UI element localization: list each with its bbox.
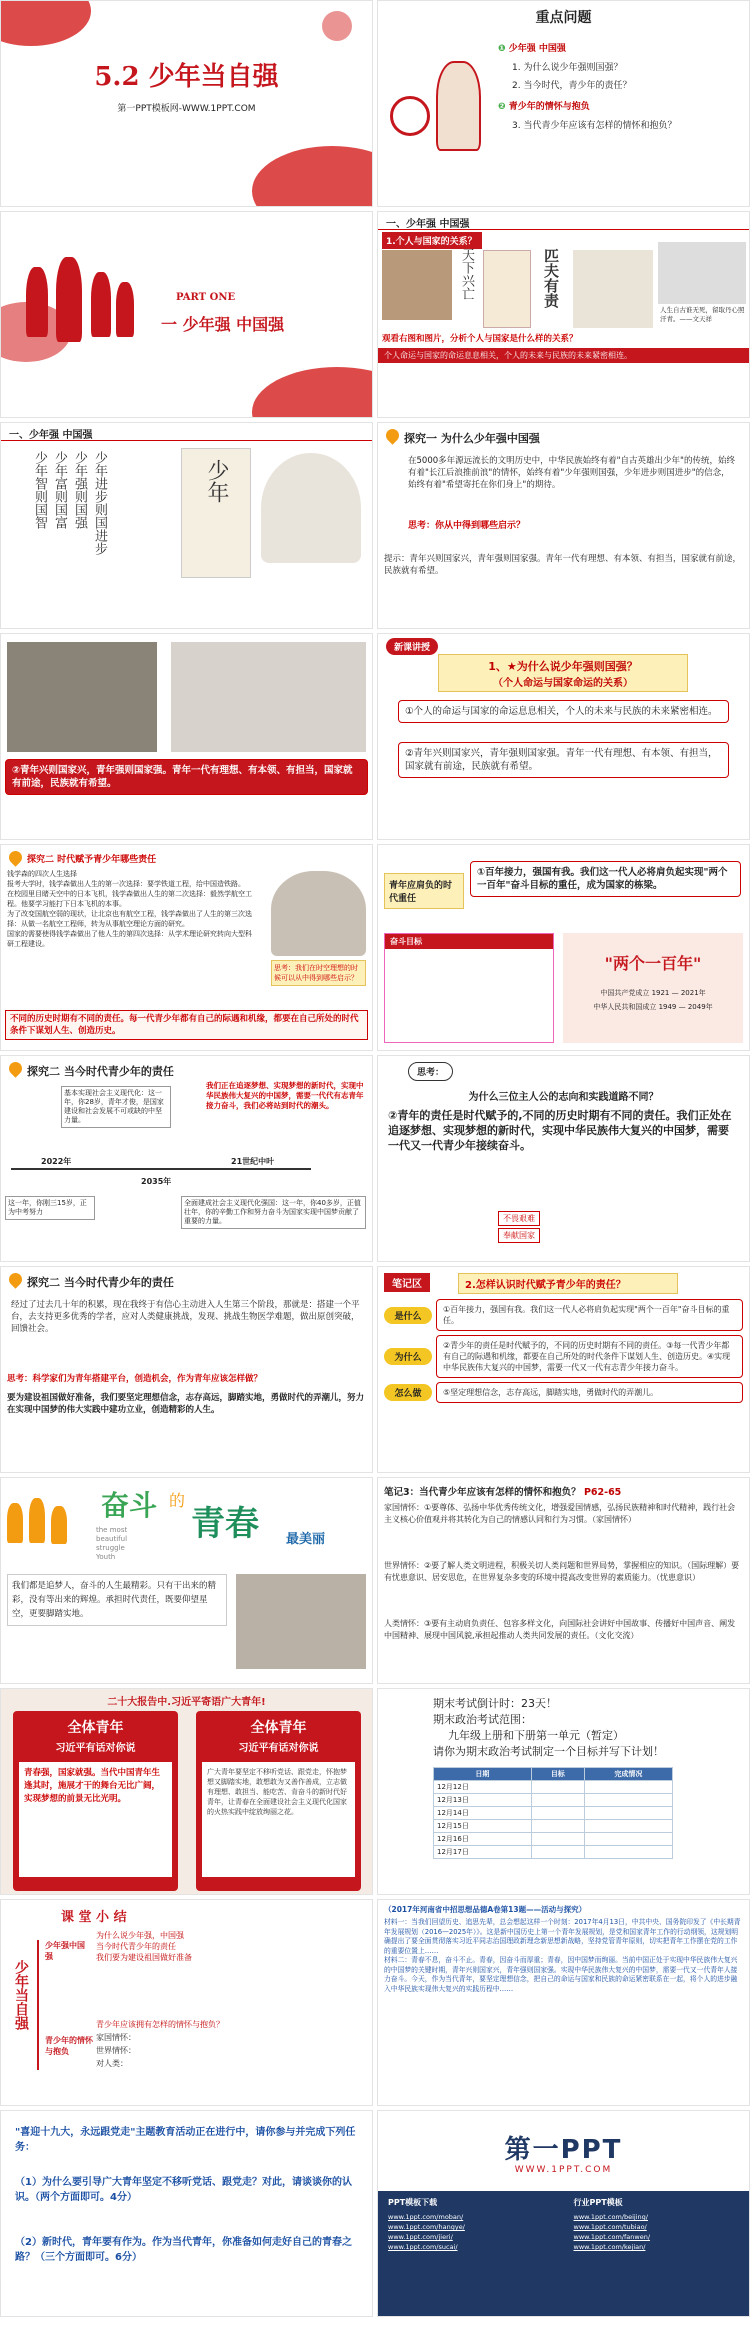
year-label: 21世纪中叶: [231, 1157, 275, 1166]
question: 1、★为什么说少年强则国强？: [488, 660, 638, 673]
link[interactable]: www.1ppt.com/fanwen/: [573, 2233, 651, 2241]
summary-root: 少年当自强: [13, 1960, 29, 2030]
link[interactable]: www.1ppt.com/kejian/: [573, 2243, 646, 2251]
row-text: ⑤坚定理想信念，志存高远，脚踏实地，勇做时代的弄潮儿。: [436, 1382, 743, 1403]
poem-column: 少年富则国富: [52, 451, 67, 529]
slide-exam-countdown[interactable]: [377, 1688, 750, 1895]
clock-illustration: [390, 96, 430, 136]
runner-silhouette: [56, 257, 82, 342]
poem-column: 少年智则国智: [32, 451, 47, 529]
stamp-2: 奉献国家: [498, 1228, 540, 1243]
row-label: 怎么做: [384, 1384, 432, 1401]
notes-tag: 笔记区: [384, 1273, 430, 1292]
answer-2: ②青年兴则国家兴，青年强则国家强。青年一代有理想、有本领、有担当，国家就有前途，民族就有希望。: [398, 742, 729, 778]
notes-row: [384, 1299, 743, 1331]
think-prompt: 思考：我们在时空理想的时候可以从中得到哪些启示？: [271, 960, 366, 986]
column-header: 目标: [531, 1768, 584, 1781]
exam-source: （2017年河南省中招思想品德A卷第13题——活动与探究）: [384, 1905, 587, 1914]
table-row[interactable]: 12月13日: [434, 1794, 673, 1807]
ink-splash: [252, 146, 373, 207]
slide-think-protagonists[interactable]: [377, 1055, 750, 1262]
note-15: 这一年，你刚三15岁，正为中考努力: [5, 1196, 95, 1220]
branch-2-items: 青少年应该拥有怎样的情怀与抱负？ 家国情怀： 世界情怀： 对人类：: [96, 2020, 224, 2068]
note-2028: 基本实现社会主义现代化：这一年，你28岁，青年才俊，是国家建设和社会发展不可或缺的中坚力量。: [61, 1086, 171, 1128]
notes-question: 2.怎样认识时代赋予青少年的责任？: [458, 1273, 678, 1294]
scroll-image: [573, 250, 653, 328]
table-row[interactable]: 12月12日: [434, 1781, 673, 1794]
goal-card: [384, 933, 554, 1043]
question-3: 当代青少年应该有怎样的情怀和抱负？: [523, 121, 677, 131]
conclusion-box: 不同的历史时期有不同的责任。每一代青少年都有自己的际遇和机缘，都要在自己所处的时代条件下谋划人生、创造历史。: [5, 1010, 368, 1040]
plan-table[interactable]: [433, 1767, 673, 1859]
lesson-tag: 新课讲授: [386, 638, 438, 655]
row-label: 为什么: [384, 1348, 432, 1365]
runner-silhouette: [91, 272, 111, 337]
row-label: 是什么: [384, 1307, 432, 1324]
notes-title: 笔记3：当代青少年应该有怎样的情怀和抱负？ P62-65: [384, 1487, 622, 1498]
figure-image: [658, 242, 746, 304]
branch-2: 青少年的情怀与抱负: [45, 2036, 93, 2056]
exam-range: 九年级上册和下册第一单元（暂定）: [448, 1729, 624, 1742]
think-answer: 要为建设祖国做好准备，我们要坚定理想信念，志存高远，脚踏实地，勇做时代的弄潮儿，努力在实现中国梦的伟大实践中建功立业，创造精彩的人生。: [7, 1393, 365, 1415]
sub-question: （个人命运与国家命运的关系）: [493, 678, 633, 689]
notes-body-2: 世界情怀：②要了解人类文明进程，积极关切人类问题和世界局势，掌握相应的知识。（国际理解）要有忧患意识、居安思危，在世界复杂多变的环境中提高改变世界的素质能力。（忧患意识）: [384, 1561, 740, 1582]
table-row[interactable]: 12月16日: [434, 1833, 673, 1846]
inquiry-title: 探究二 当今时代青少年的责任: [27, 1065, 174, 1078]
question-1: 为什么说少年强则国强？: [523, 63, 623, 73]
poem-column: 少年强则国强: [72, 451, 87, 529]
branch-1: 少年强中国强: [45, 1941, 85, 1961]
link[interactable]: www.1ppt.com/hangye/: [388, 2223, 465, 2231]
historic-photo: [7, 642, 157, 752]
caption-box: ②青年兴则国家兴，青年强则国家强。青年一代有理想、有本领、有担当，国家就有前途，民族就有希望。: [5, 759, 368, 795]
story-text: 钱学森的四次人生选择 报考大学时，钱学森做出人生的第一次选择：要学铁道工程，给中国造铁路。 在校园里目睹天空中的日本飞机，钱学森做出人生的第二次选择：毅然学航空工程。他要学习能打下日本飞机的本事。 为了改变国航空弱的现状，让北京也有航空工程，钱学森做出了人生的第三次选择：从做一名航空工程师，转为从事航空理论方面的研究。 国家的需要使得钱学森做出了他人生的第四次选择：从学术理论研究转向大型科研工程建设。: [7, 870, 252, 948]
right-note: 人生自古谁无死，留取丹心照汗青。——文天祥: [660, 306, 745, 323]
poster-word-1: 奋斗: [101, 1489, 158, 1522]
page-subtitle: 第一PPT模板网-WWW.1PPT.COM: [117, 104, 256, 114]
countdown: 期末考试倒计时：23天！: [433, 1697, 557, 1710]
book-cover: [181, 448, 251, 578]
slide-photos[interactable]: [0, 633, 373, 840]
branch-1-items: 为什么说少年强，中国强 当今时代青少年的责任 我们要为建设祖国做好准备: [96, 1931, 192, 1962]
poster-word-4: 最美丽: [286, 1532, 326, 1547]
notes-row: [384, 1335, 743, 1378]
card-2: 全体青年 习近平有话对你说 广大青年要坚定不移听党话、跟党走，怀抱梦想又脚踏实地，敢想敢为又善作善成，立志做有理想、敢担当、能吃苦、肯奋斗的新时代好青年，让青春在全面建设社会主义现代化国家的火热实践中绽放绚丽之花。: [196, 1711, 361, 1891]
table-row[interactable]: 12月15日: [434, 1820, 673, 1833]
slide-congress[interactable]: [0, 1688, 373, 1895]
link[interactable]: www.1ppt.com/tubiao/: [573, 2223, 647, 2231]
plan-table-grid[interactable]: [433, 1767, 673, 1859]
task-2: （2）新时代，青年要有作为。作为当代青年，你准备如何走好自己的青春之路？（三个方面即可。6分）: [15, 2237, 352, 2263]
hint-text: 提示：青年兴则国家兴，青年强则国家强。青年一代有理想、有本领、有担当，国家就有前途，民族就有希望。: [384, 554, 742, 576]
section-title: 一、少年强 中国强: [378, 212, 749, 230]
tree-branch: [37, 1940, 39, 2070]
topic-1: 少年强 中国强: [508, 44, 566, 54]
list-item: ❶ 少年强 中国强: [498, 44, 566, 54]
link[interactable]: www.1ppt.com/moban/: [388, 2213, 464, 2221]
poster-en: the most beautiful struggle Youth: [96, 1526, 128, 1561]
slide-poem[interactable]: [0, 422, 373, 629]
table-row[interactable]: 12月14日: [434, 1807, 673, 1820]
list-item: ❷ 青少年的情怀与抱负: [498, 102, 590, 112]
question-box: [438, 654, 688, 692]
calligraphy-2: 匹夫有责: [542, 248, 560, 308]
part-label: PART ONE: [176, 292, 236, 303]
slide-part-one[interactable]: [0, 211, 373, 418]
note-40: 全面建成社会主义现代化强国：这一年，你40多岁，正值壮年，你的辛勤工作和努力奋斗为国家实现中国梦贡献了重要的力量。: [181, 1196, 366, 1229]
answer-band: 个人命运与国家的命运息息相关，个人的未来与民族的未来紧密相连。: [378, 348, 749, 363]
card-1: 全体青年 习近平有话对你说 青春强，国家就强。当代中国青年生逢其时，施展才干的舞台无比广阔，实现梦想的前景无比光明。: [13, 1711, 178, 1891]
slide-timeline[interactable]: [0, 1055, 373, 1262]
congress-title: 二十大报告中.习近平寄语广大青年!: [107, 1697, 266, 1708]
timeline-axis: [11, 1168, 311, 1170]
leader-quote: 我们都是追梦人，奋斗的人生最精彩。只有干出来的精彩，没有等出来的辉煌。承担时代责任，既要仰望星空，更要脚踏实地。: [7, 1574, 227, 1626]
portrait-image: [382, 250, 452, 320]
slide-notes-3[interactable]: [377, 1477, 750, 1684]
year-label: 2022年: [41, 1157, 72, 1166]
column-header: 日期: [434, 1768, 532, 1781]
slide-exam-material[interactable]: [377, 1899, 750, 2106]
column-header: 完成情况: [584, 1768, 672, 1781]
link[interactable]: www.1ppt.com/sucai/: [388, 2243, 458, 2251]
notes-body-3: 人类情怀：③要有主动肩负责任、包容多样文化，向国际社会讲好中国故事、传播好中国声音、阐发中国精神、展现中国风貌,承担起推动人类共同发展的责任。（文化交流）: [384, 1619, 736, 1640]
athlete-photo: [171, 642, 366, 752]
link[interactable]: www.1ppt.com/jieri/: [388, 2233, 453, 2241]
portrait-image: [271, 871, 366, 956]
slide-qian-xuesen[interactable]: [0, 844, 373, 1051]
task-1: （1）为什么要引导广大青年坚定不移听党话、跟党走？对此，请谈谈你的认识。（两个方面即可。4分）: [15, 2177, 352, 2203]
responsibility-text: ①百年接力，强国有我。我们这一代人必将肩负起实现"两个一百年"奋斗目标的重任，成为国家的栋梁。: [470, 861, 741, 897]
goal-banner: "两个一百年": [604, 954, 702, 973]
scientist-quote: 经过了过去几十年的积累，现在我终于有信心主动进入人生第三个阶段，那就是：搭建一个平台，去支持更多优秀的学者，应对人类健康挑战，发现、挑战生物医学难题，做出原创突破，回馈社会。: [11, 1300, 360, 1334]
brand-logo: 第一PPT: [504, 2135, 623, 2165]
ink-splash: [0, 0, 91, 46]
goal-line: 中华人民共和国成立 1949 — 2049年: [593, 1003, 713, 1011]
link-column: 行业PPT模板 www.1ppt.com/beijing/ www.1ppt.com/tubiao/ www.1ppt.com/fanwen/ www.1ppt.com/kejian/: [574, 2197, 740, 2252]
goal-title: 奋斗目标: [385, 934, 553, 949]
brand-url: WWW.1PPT.COM: [514, 2165, 613, 2175]
goal-line: 中国共产党成立 1921 — 2021年: [600, 989, 706, 997]
poster-word-2: 的: [169, 1491, 186, 1510]
think-prompt: 思考：你从中得到哪些启示？: [408, 521, 526, 531]
notes-row: [384, 1382, 743, 1403]
slide-ending[interactable]: [377, 2110, 750, 2317]
runner-silhouette: [116, 282, 134, 337]
slide-summary[interactable]: [0, 1899, 373, 2106]
ink-splash: [252, 367, 373, 418]
summary-title: 课 堂 小 结: [61, 1910, 127, 1925]
runner-silhouette: [26, 267, 48, 337]
responsibility-label: 青年应肩负的时代重任: [384, 873, 464, 909]
inquiry-title: 探究二 当今时代青少年的责任: [27, 1276, 174, 1289]
inquiry-paragraph: 在5000多年源远流长的文明历史中，中华民族始终有着"自古英雄出少年"的传统，始终有着"长江后浪推前浪"的情怀，始终有着"少年强则国强，少年进步则国进步"的信念，始终有着"希望寄托在你们身上"的期待。: [408, 456, 735, 490]
exam-material: 材料一：当我们回望历史、追思先辈，总会想起这样一个时刻：2017年4月13日，中共中央、国务院印发了《中长期青年发展规划（2016—2025年）》。这是新中国历史上第一个青年发展规划，是党和国家青年工作的行动纲领，这规划明确提出了要全面贯彻落实习近平同志治国理政新理念新思想新战略，坚持党管青年原则，切实把青年工作摆在党的工作的重要位置上…… 材料二：青春不息，奋斗不止。青春，因奋斗而厚重；青春，因中国梦而绚丽。当前中国正处于实现中华民族伟大复兴的中国梦的关键时期，青年兴则国家兴，青年强则国家强。实现中华民族伟大复兴的中国梦，需要一代又一代青年人接力奋斗。今天，作为当代青年，要坚定理想信念，把自己的命运与国家和民族的命运紧密联系在一起，将个人的进步融入中华民族实现伟大复兴的实践历程中……: [384, 1918, 741, 1993]
ink-splash: [322, 11, 352, 41]
calligraphy-1: 天下兴亡: [459, 248, 474, 300]
slide-notes-2[interactable]: [377, 1266, 750, 1473]
answer-1: ①个人的命运与国家的命运息息相关，个人的未来与民族的未来紧密相连。: [398, 700, 729, 723]
section-title: 一、少年强 中国强: [1, 423, 372, 441]
runners-graphic: [7, 1498, 82, 1548]
task-intro: "喜迎十九大，永远跟党走"主题教育活动正在进行中，请你参与并完成下列任务：: [15, 2127, 356, 2153]
slide-responsibility[interactable]: [377, 844, 750, 1051]
goal-banner-card: [563, 933, 743, 1043]
table-row[interactable]: 12月17日: [434, 1846, 673, 1859]
list-item: 3. 当代青少年应该有怎样的情怀和抱负？: [512, 121, 677, 131]
inquiry-title: 探究一 为什么少年强中国强: [404, 432, 540, 445]
person-illustration: [436, 61, 481, 151]
list-item: 2. 当今时代，青少年的责任？: [512, 81, 632, 91]
year-label: 2035年: [141, 1177, 172, 1186]
slide-individual-nation[interactable]: [377, 211, 750, 418]
notes-rows: [384, 1299, 743, 1403]
page-title: 5.2 少年当自强: [94, 62, 279, 92]
link[interactable]: www.1ppt.com/beijing/: [573, 2213, 648, 2221]
think-tag: 思考：: [408, 1062, 453, 1081]
row-text: ②青少年的责任是时代赋予的，不同的历史时期有不同的责任。③每一代青少年都有自己的际遇和机缘，都要在自己所处的时代条件下谋划人生、创造历史。④实现中华民族伟大复兴的中国梦，需要一代又一代有志青少年接力奋斗。: [436, 1335, 743, 1378]
stamp-1: 不畏艰难: [498, 1211, 540, 1226]
topic-2: 青少年的情怀与抱负: [508, 102, 590, 112]
heading: 重点问题: [535, 10, 592, 26]
leader-photo: [236, 1574, 366, 1669]
question-list: [498, 41, 738, 136]
slide-inquiry-1[interactable]: [377, 422, 750, 629]
think-answer: ②青年的责任是时代赋予的,不同的历史时期有不同的责任。我们正处在追逐梦想、实现梦想的新时代，实现中华民族伟大复兴的中国梦，需要一代又一代青少年接续奋斗。: [388, 1109, 732, 1152]
slide-new-lesson[interactable]: [377, 633, 750, 840]
part-title: 一 少年强 中国强: [161, 315, 285, 334]
question-text: 观看右图和图片，分析个人与国家是什么样的关系？: [382, 334, 578, 344]
think-question: 为什么三位主人公的志向和实践道路不同？: [468, 1092, 659, 1103]
row-text: ①百年接力，强国有我。我们这一代人必将肩负起实现"两个一百年"奋斗目标的重任。: [436, 1299, 743, 1331]
link-panel: [378, 2191, 749, 2316]
list-item: 1. 为什么说少年强则国强？: [512, 63, 623, 73]
link-column: PPT模板下载 www.1ppt.com/moban/ www.1ppt.com/hangye/ www.1ppt.com/jieri/ www.1ppt.com/sucai/: [388, 2197, 554, 2252]
note-dream: 我们正在追逐梦想、实现梦想的新时代，实现中华民族伟大复兴的中国梦，需要一代代有志青年接力奋斗，我们必将站到时代的潮头。: [206, 1081, 364, 1110]
slide-tasks[interactable]: [0, 2110, 373, 2317]
portrait-image: [261, 453, 361, 563]
poem-column: 少年进步则国进步: [92, 451, 107, 555]
think-prompt: 思考：科学家们为青年搭建平台，创造机会，作为青年应该怎样做？: [7, 1374, 263, 1384]
slide-title[interactable]: [0, 0, 373, 207]
poem-block: [31, 451, 107, 555]
slide-youth-poster[interactable]: [0, 1477, 373, 1684]
inquiry-title: 探究二 时代赋予青少年哪些责任: [27, 855, 157, 865]
exam-range-label: 期末政治考试范围：: [433, 1713, 532, 1726]
slide-key-questions[interactable]: [377, 0, 750, 207]
table-header-row: [434, 1768, 673, 1781]
question-2: 当今时代，青少年的责任？: [523, 81, 632, 91]
scroll-image: [483, 250, 531, 328]
exam-task: 请你为期末政治考试制定一个目标并写下计划！: [433, 1745, 664, 1758]
poster-word-3: 青春: [191, 1504, 259, 1544]
book-title: 少年: [204, 459, 229, 503]
slide-inquiry-2b[interactable]: [0, 1266, 373, 1473]
notes-body-1: 家国情怀：①要尊体、弘扬中华优秀传统文化，增强爱国情感，弘扬民族精神和时代精神，践行社会主义核心价值观并将其转化为自己的情感认同和行为习惯。（家国情怀）: [384, 1503, 736, 1524]
question-banner: 1.个人与国家的关系？: [382, 232, 482, 249]
